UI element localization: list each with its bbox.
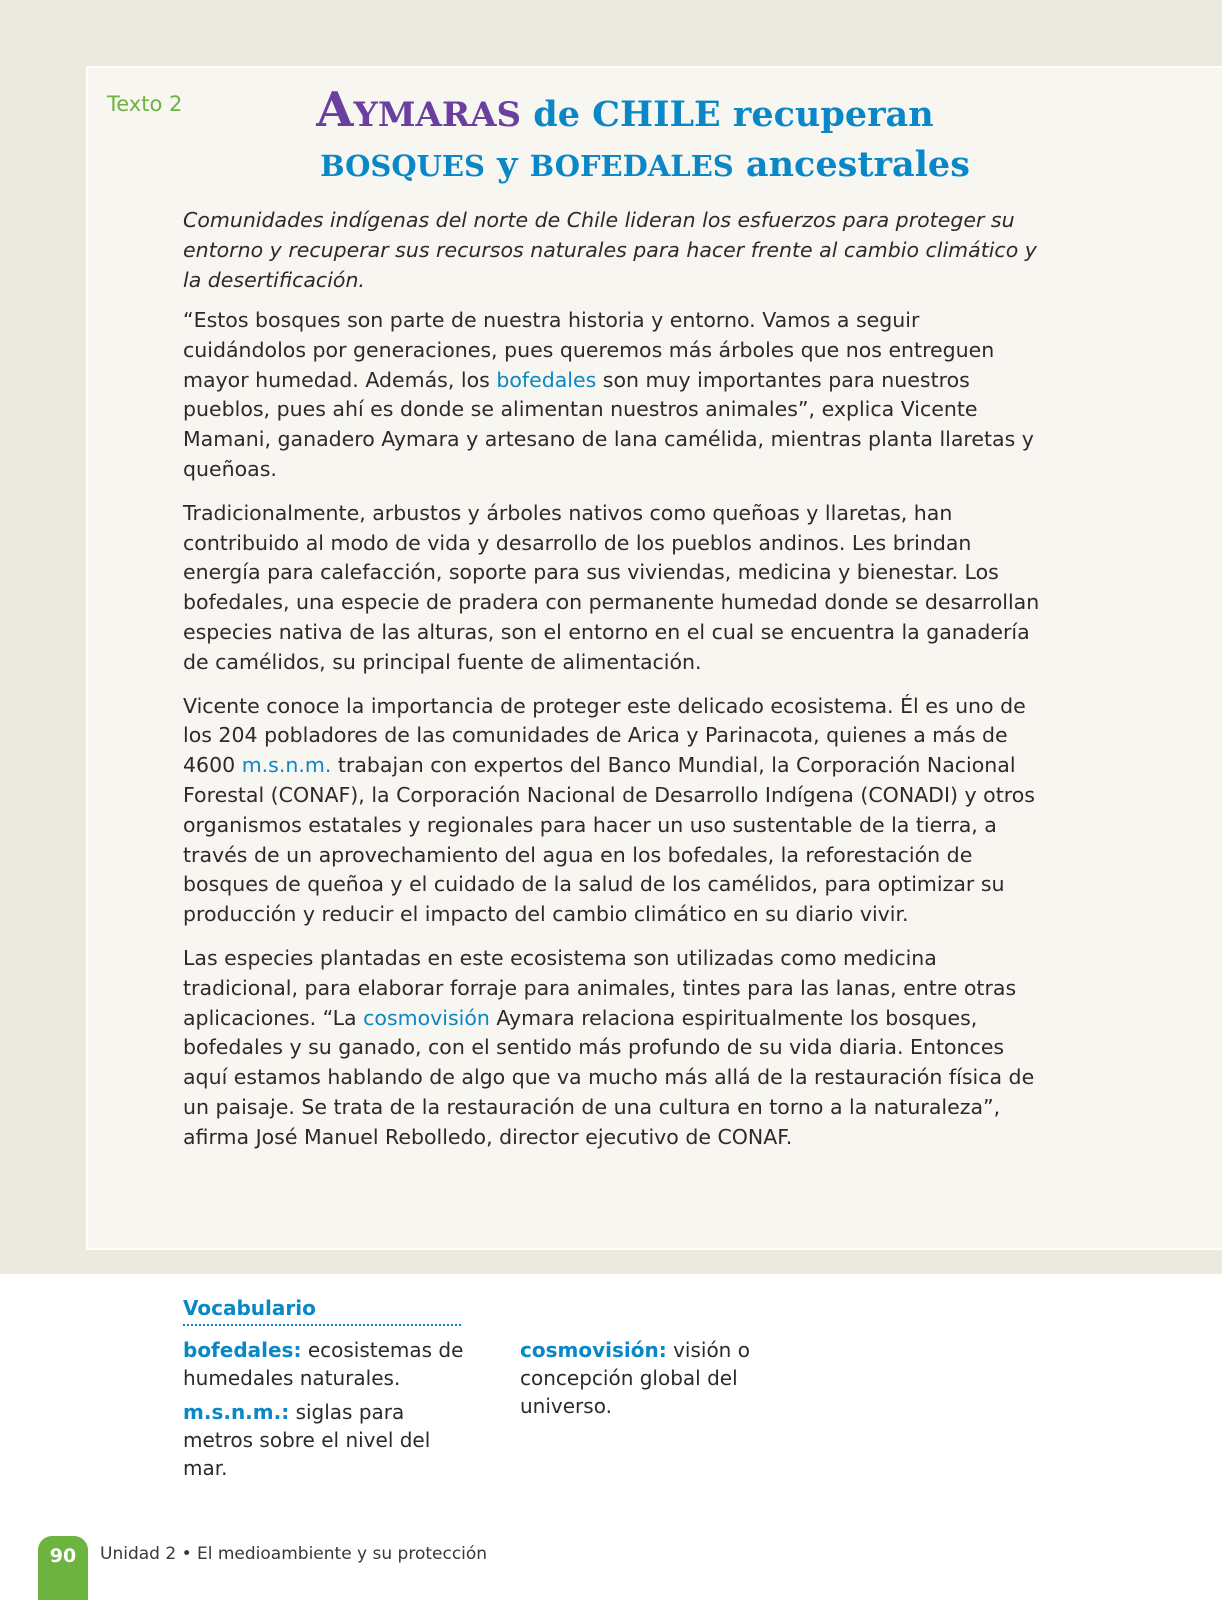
vocab-term: bofedales:: [183, 1338, 302, 1362]
page-number: 90: [49, 1545, 77, 1567]
vocabulary-title: Vocabulario: [183, 1296, 461, 1326]
title-bofedales: BOFEDALES: [529, 149, 734, 183]
text-label: Texto 2: [107, 92, 183, 116]
paragraph-1-text-a: “Estos bosques son parte de nuestra historia y entorno. Vamos a seguir cuidándolos por generaciones, pues queremos más árboles que nos entreguen mayor humedad. Además, los: [183, 308, 995, 392]
title-y: y: [484, 144, 530, 185]
footer-unit-text: Unidad 2 • El medioambiente y su protección: [100, 1544, 488, 1564]
vocab-item: [183, 1336, 473, 1392]
vocabulary-section: [183, 1296, 461, 1326]
page-number-tab: [38, 1536, 88, 1600]
vocab-term: m.s.n.m.:: [183, 1400, 290, 1424]
vocab-term: cosmovisión:: [520, 1338, 667, 1362]
paragraph-3-text-b: trabajan con expertos del Banco Mundial, la Corporación Nacional Forestal (CONAF), la Corporación Nacional de Desarrollo Indígena (CONADI) y otros organismos estatales y regionales para hacer un uso sustentable de la tierra, a través de un aprovechamiento del agua en los bofedales, la reforestación de bosques de queñoa y el cuidado de la salud de los camélidos, para optimizar su producción y reducir el impacto del cambio climático en su diario vivir.: [183, 753, 1035, 927]
paragraph-4: [183, 944, 1043, 1153]
title-line1-rest: de CHILE recuperan: [521, 94, 934, 135]
article-title-line1: [80, 82, 1170, 138]
vocabulary-column-right: [520, 1336, 770, 1426]
keyword-cosmovision: cosmovisión: [363, 1005, 490, 1030]
paragraph-1: [183, 306, 1043, 485]
vocab-item: [183, 1398, 473, 1482]
paragraph-4-text-b: Aymara relaciona espiritualmente los bosques, bofedales y su ganado, con el sentido más profundo de su vida diaria. Entonces aquí estamos hablando de algo que va mucho más allá de la restauración física de un paisaje. Se trata de la restauración de una cultura en torno a la naturaleza”, afirma José Manuel Rebolledo, director ejecutivo de CONAF.: [183, 1005, 1035, 1149]
lede-paragraph: Comunidades indígenas del norte de Chile lideran los esfuerzos para proteger su entorno y recuperar sus recursos naturales para hacer frente al cambio climático y la desertificación.: [183, 208, 1037, 292]
vocabulary-column-left: [183, 1336, 473, 1488]
article-title-line2: [100, 144, 1190, 185]
title-initial: A: [316, 82, 354, 138]
paragraph-3-text-a: Vicente conoce la importancia de proteger este delicado ecosistema. Él es uno de los 204 pobladores de las comunidades de Arica y Parinacota, quienes a más de 4600: [183, 693, 1026, 778]
article-body: [183, 306, 1043, 1167]
vocab-definition: siglas para metros sobre el nivel del mar.: [183, 1400, 431, 1480]
title-line2-rest: ancestrales: [733, 144, 970, 185]
vocab-definition: visión o concepción global del universo.: [520, 1338, 750, 1418]
vocab-definition: ecosistemas de humedales naturales.: [183, 1338, 464, 1390]
vocab-item: [520, 1336, 770, 1420]
title-bosques: BOSQUES: [320, 149, 485, 183]
paragraph-4-text-a: Las especies plantadas en este ecosistema son utilizadas como medicina tradicional, para elaborar forraje para animales, tintes para las lanas, entre otras aplicaciones. “La: [183, 945, 1017, 1030]
paragraph-1-text-b: son muy importantes para nuestros pueblos, pues ahí es donde se alimentan nuestros animales”, explica Vicente Mamani, ganadero Aymara y artesano de lana camélida, mientras planta llaretas y queñoas.: [183, 367, 1034, 481]
title-aymaras: YMARAS: [353, 95, 522, 135]
keyword-bofedales: bofedales: [496, 367, 597, 392]
keyword-msnm: m.s.n.m.: [241, 753, 332, 778]
paragraph-2: Tradicionalmente, arbustos y árboles nativos como queñoas y llaretas, han contribuido al modo de vida y desarrollo de los pueblos andinos. Les brindan energía para calefacción, soporte para sus viviendas, medicina y bienestar. Los bofedales, una especie de pradera con permanente humedad donde se desarrollan especies nativa de las alturas, son el entorno en el cual se encuentra la ganadería de camélidos, su principal fuente de alimentación.: [183, 500, 1040, 674]
paragraph-3: [183, 692, 1043, 930]
